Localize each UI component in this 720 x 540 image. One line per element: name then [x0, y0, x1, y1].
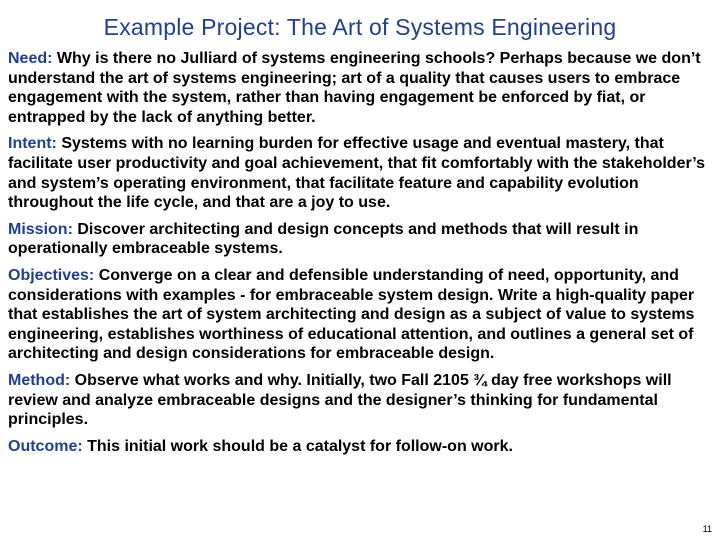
page-number: 11	[702, 524, 712, 534]
section-outcome	[8, 437, 714, 457]
section-label: Intent:	[8, 135, 57, 153]
section-text: This initial work should be a catalyst for follow-on work.	[82, 437, 513, 455]
section-label: Mission:	[8, 220, 73, 238]
section-label: Outcome:	[8, 437, 83, 455]
section-text: Converge on a clear and defensible understanding of need, opportunity, and considerations with examples - for embraceable system design. Write a high-quality paper that establishes the art of system architecting and design as a subject of value to systems engineering, establishes worthiness of educational attention, and outlines a general set of architecting and design considerations for embraceable design.	[8, 266, 695, 363]
section-objectives	[8, 266, 714, 364]
section-method	[8, 371, 714, 430]
section-label: Objectives:	[8, 266, 95, 284]
section-text: Why is there no Julliard of systems engineering schools? Perhaps because we don’t understand the art of systems engineering; art of a quality that causes users to embrace engagement with the system, rather than having engagement be enforced by fiat, or entrapped by the lack of anything better.	[8, 50, 701, 126]
section-text: Observe what works and why. Initially, two Fall 2105 ¾ day free workshops will review and analyze embraceable designs and the designer’s thinking for fundamental principles.	[8, 371, 672, 429]
section-text: Systems with no learning burden for effective usage and eventual mastery, that facilitate user productivity and goal achievement, that fit comfortably with the stakeholder’s and system’s operating environment, that facilitate feature and capability evolution throughout the life cycle, and that are a joy to use.	[8, 135, 706, 212]
slide-body	[8, 49, 714, 463]
section-mission	[8, 220, 714, 259]
slide-title: Example Project: The Art of Systems Engineering	[103, 14, 617, 40]
section-text: Discover architecting and design concepts and methods that will result in operationally embraceable systems.	[8, 220, 639, 258]
section-label: Need:	[8, 50, 53, 67]
section-label: Method:	[8, 371, 71, 389]
section-need	[8, 49, 714, 127]
section-intent	[8, 134, 714, 212]
